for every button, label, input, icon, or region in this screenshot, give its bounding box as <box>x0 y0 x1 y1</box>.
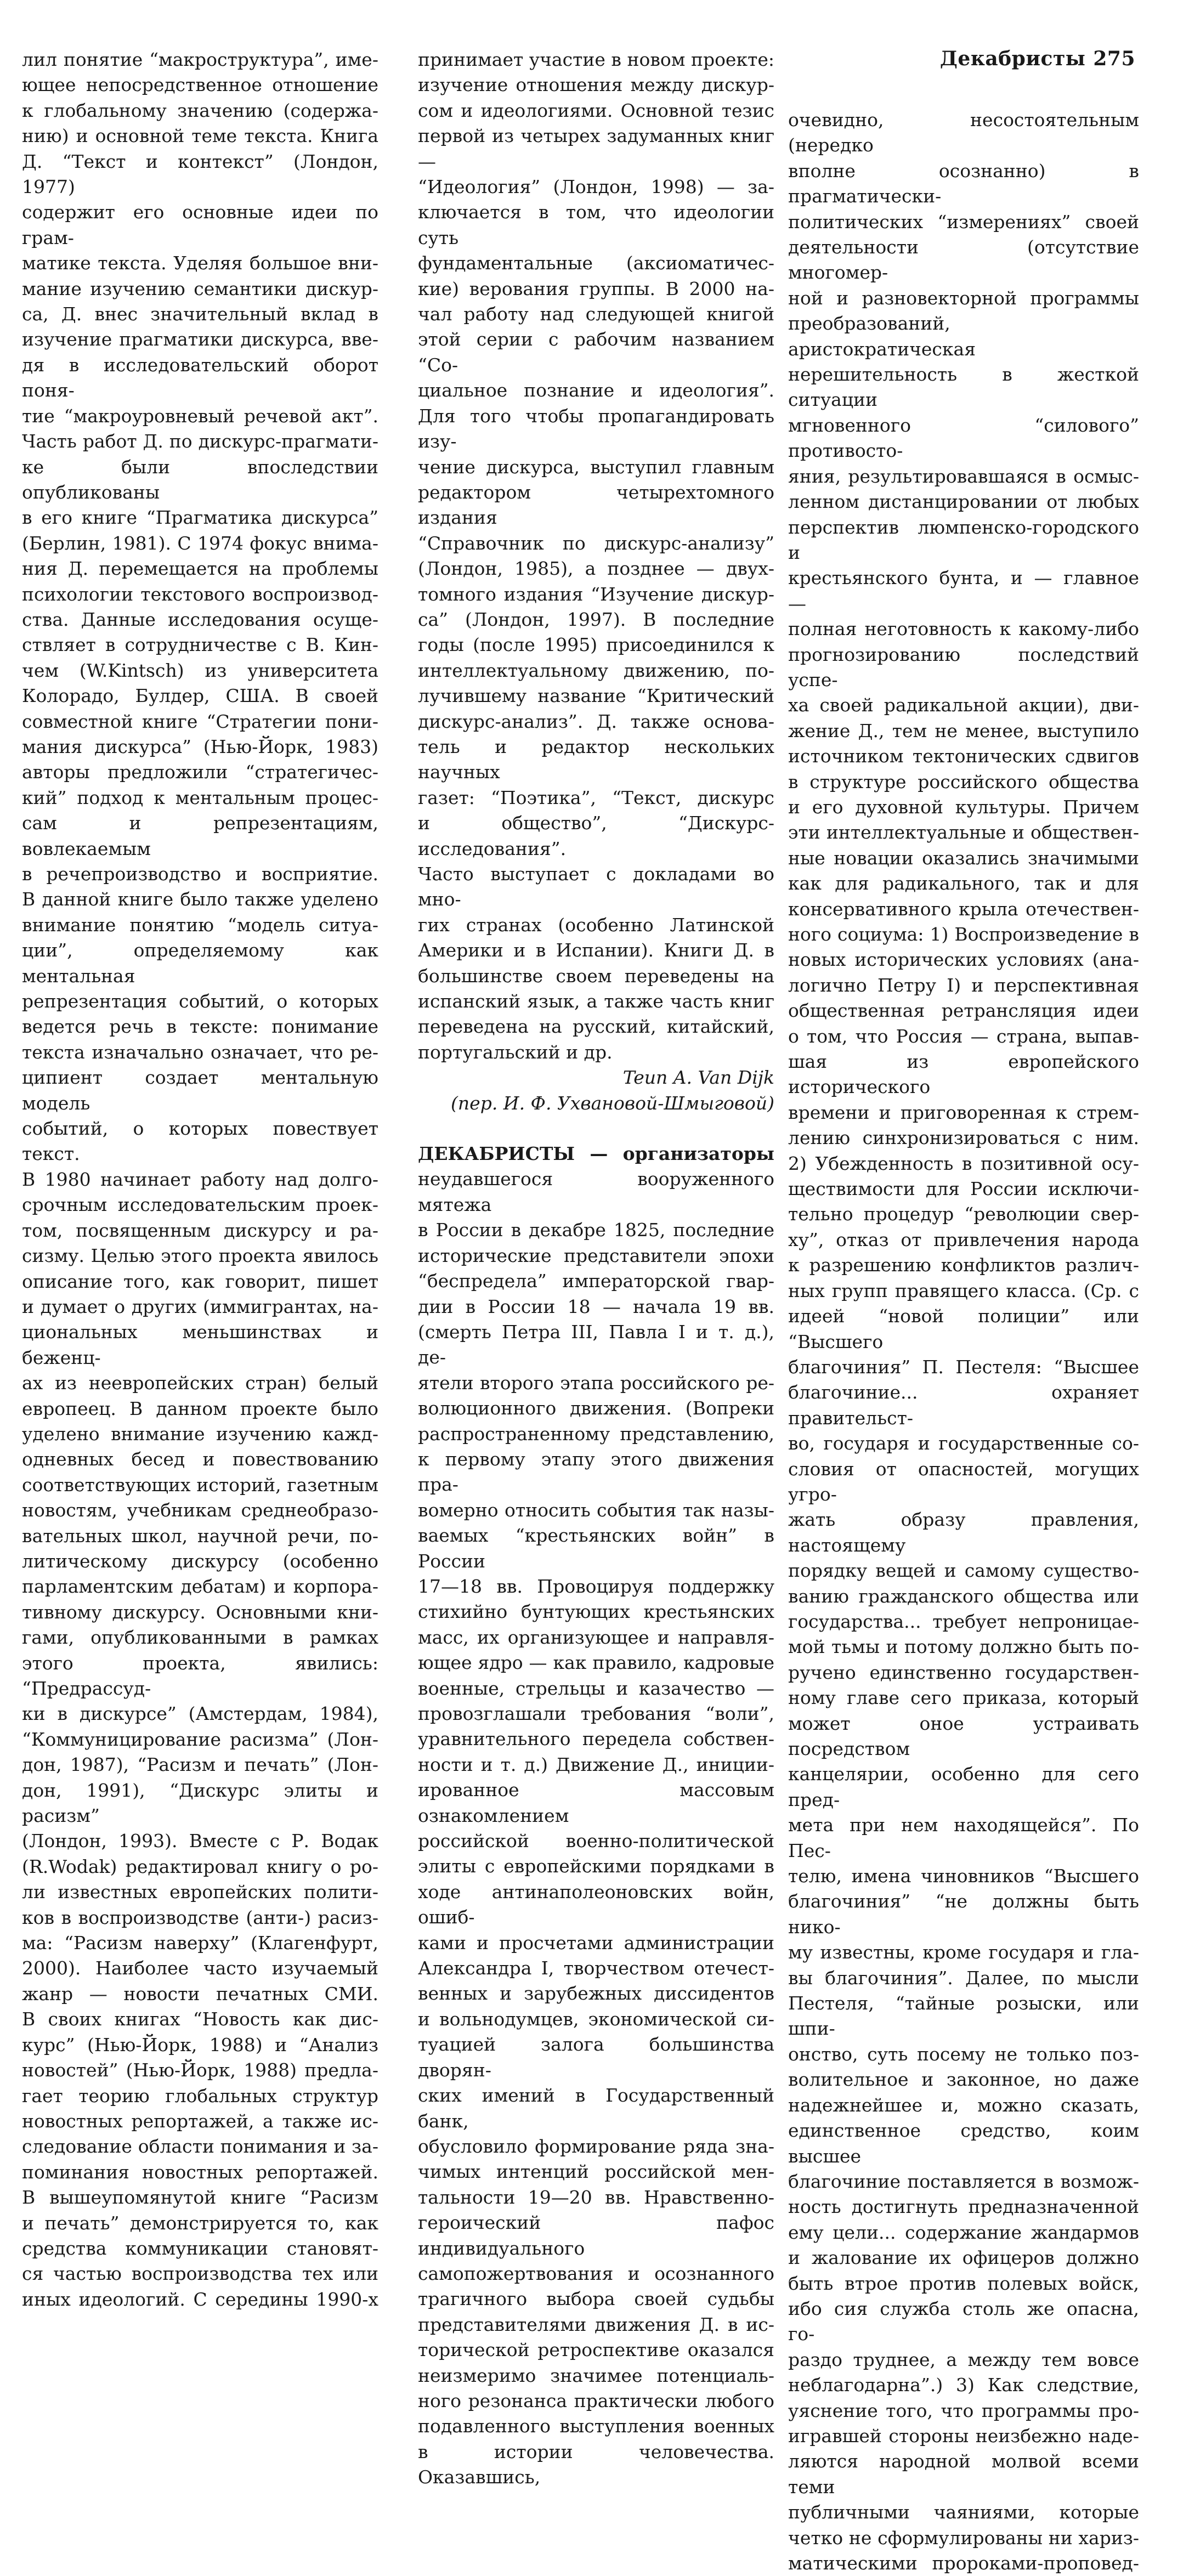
text-line: благочиние поставляется в возмож- <box>788 2170 1139 2192</box>
text-line: следование области понимания и за- <box>22 2136 378 2158</box>
text-line: политических “измерениях” своей <box>788 211 1139 233</box>
text-line: к первому этапу этого движения пра- <box>418 1448 774 1496</box>
text-line: (смерть Петра III, Павла I и т. д.), де- <box>418 1321 774 1368</box>
text-line: ведется речь в тексте: понимание <box>22 1016 378 1038</box>
text-line: Пестеля, “тайные розыски, или шпи- <box>788 1992 1139 2040</box>
text-line: жанр — новости печатных СМИ. <box>22 1983 378 2005</box>
text-line: са” (Лондон, 1997). В последние <box>418 608 774 630</box>
text-line: интеллектуальному движению, по- <box>418 659 774 681</box>
text-line: благочиния” “не должны быть нико- <box>788 1890 1139 1938</box>
text-line: матике текста. Уделяя большое вни- <box>22 252 378 274</box>
text-line: редактором четырехтомного издания <box>418 481 774 529</box>
text-line: этой серии с рабочим названием “Со- <box>418 329 774 376</box>
text-line: жать образу правления, настоящему <box>788 1509 1139 1556</box>
text-line: ибо сия служба столь же опасна, го- <box>788 2297 1139 2345</box>
text-line: в его книге “Прагматика дискурса” <box>22 507 378 529</box>
text-line: Часть работ Д. по дискурс-прагмати- <box>22 431 378 452</box>
text-line: государства... требует непроницае- <box>788 1610 1139 1632</box>
text-line: ющее непосредственное отношение <box>22 74 378 96</box>
text-line: дон, 1987), “Расизм и печать” (Лон- <box>22 1754 378 1776</box>
text-line: ствляет в сотрудничестве с В. Кин- <box>22 634 378 656</box>
text-line: этого проекта, явились: “Предрассуд- <box>22 1652 378 1699</box>
text-line: игравшей стороны неизбежно наде- <box>788 2425 1139 2447</box>
text-line: содержит его основные идеи по грам- <box>22 201 378 248</box>
text-line: неудавшегося вооруженного мятежа <box>418 1168 774 1215</box>
text-line: ятели второго этапа российского ре- <box>418 1372 774 1394</box>
text-line: ков в воспроизводстве (анти-) расиз- <box>22 1906 378 1928</box>
text-line: самопожертвования и осознанного <box>418 2262 774 2284</box>
text-line: В вышеупомянутой книге “Расизм <box>22 2187 378 2209</box>
text-line: ществимости для России исключи- <box>788 1178 1139 1200</box>
text-line: парламентским дебатам) и корпора- <box>22 1576 378 1598</box>
text-line: совместной книге “Стратегии пони- <box>22 710 378 732</box>
text-line: авторы предложили “стратегичес- <box>22 761 378 783</box>
text-line: описание того, как говорит, пишет <box>22 1270 378 1292</box>
text-line: текста изначально означает, что ре- <box>22 1041 378 1063</box>
text-line: как для радикального, так и для <box>788 873 1139 894</box>
text-line: тель и редактор нескольких научных <box>418 735 774 783</box>
text-line: словия от опасностей, могущих угро- <box>788 1458 1139 1505</box>
text-line: переведена на русский, китайский, <box>418 1016 774 1038</box>
text-line: ками и просчетами администрации <box>418 1932 774 1954</box>
text-line: канцелярии, особенно для сего пред- <box>788 1763 1139 1810</box>
text-line: тие “макроуровневый речевой акт”. <box>22 405 378 427</box>
text-line: ли известных европейских полити- <box>22 1881 378 1903</box>
text-line: вы благочиния”. Далее, по мысли <box>788 1967 1139 1989</box>
text-line: новостных репортажей, а также ис- <box>22 2110 378 2132</box>
text-line: военные, стрельцы и казачество — <box>418 1677 774 1699</box>
text-line: масс, их организующее и направля- <box>418 1626 774 1648</box>
text-line: “Справочник по дискурс-анализу” <box>418 532 774 554</box>
text-line: уделено внимание изучению кажд- <box>22 1423 378 1445</box>
text-line: крестьянского бунта, и — главное — <box>788 567 1139 614</box>
text-line: Александра I, творчеством отечест- <box>418 1957 774 1979</box>
text-line: изучение прагматики дискурса, вве- <box>22 329 378 350</box>
text-line: к разрешению конфликтов различ- <box>788 1254 1139 1276</box>
author-signature: Teun A. Van Dijk <box>622 1067 774 1089</box>
text-line: телю, имена чиновников “Высшего <box>788 1865 1139 1887</box>
text-line: (Берлин, 1981). С 1974 фокус внима- <box>22 532 378 554</box>
text-line: венных и зарубежных диссидентов <box>418 1983 774 2005</box>
text-line: чал работу над следующей книгой <box>418 303 774 325</box>
text-line: матическими пророками-проповед- <box>788 2552 1139 2574</box>
text-line: российской военно-политической <box>418 1830 774 1852</box>
text-line: принимает участие в новом проекте: <box>418 49 774 70</box>
translator-credit: (пер. И. Ф. Ухвановой-Шмыговой) <box>451 1092 774 1114</box>
text-line: и его духовной культуры. Причем <box>788 796 1139 818</box>
text-line: очевидно, несостоятельным (нередко <box>788 109 1139 156</box>
text-line: ся частью воспроизводства тех или <box>22 2263 378 2285</box>
text-line: распространенному представлению, <box>418 1423 774 1445</box>
text-line: В данной книге было также уделено <box>22 888 378 910</box>
text-line: внимание понятию “модель ситуа- <box>22 914 378 936</box>
text-line: лению синхронизироваться с ним. <box>788 1127 1139 1149</box>
text-line: новых исторических условиях (ана- <box>788 949 1139 971</box>
text-line: иных идеологий. С середины 1990-х <box>22 2288 378 2310</box>
entry-first-line <box>418 1141 774 1167</box>
text-line: надежнейшее и, можно сказать, <box>788 2094 1139 2116</box>
text-line: гами, опубликованными в рамках <box>22 1627 378 1649</box>
text-line: логично Петру I) и перспективная <box>788 974 1139 996</box>
text-line: са, Д. внес значительный вклад в <box>22 303 378 325</box>
text-line: вполне осознанно) в прагматически- <box>788 160 1139 207</box>
text-line: мета при нем находящейся”. По Пес- <box>788 1814 1139 1861</box>
text-line: европеец. В данном проекте было <box>22 1397 378 1419</box>
text-line: ха своей радикальной акции), дви- <box>788 694 1139 716</box>
text-line: поминания новостных репортажей. <box>22 2161 378 2183</box>
text-line: циальное познание и идеология”. <box>418 380 774 401</box>
entry-first-line-text: — организаторы <box>575 1143 774 1165</box>
text-line: идеей “новой полиции” или “Высшего <box>788 1305 1139 1352</box>
text-line: изучение отношения между дискур- <box>418 74 774 96</box>
text-line: общественная ретрансляция идеи <box>788 1000 1139 1022</box>
text-line: мгновенного “силового” противосто- <box>788 414 1139 462</box>
text-line: героический пафос индивидуального <box>418 2212 774 2259</box>
text-line: волюционного движения. (Вопреки <box>418 1397 774 1419</box>
text-line: годы (после 1995) присоединился к <box>418 634 774 656</box>
text-line: ему цели... содержание жандармов <box>788 2221 1139 2243</box>
text-line: Америки и в Испании). Книги Д. в <box>418 939 774 961</box>
text-line: консервативного крыла отечествен- <box>788 898 1139 920</box>
text-line: португальский и др. <box>418 1041 613 1063</box>
text-line: тальности 19—20 вв. Нравственно- <box>418 2186 774 2208</box>
text-line: срочным исследовательским проек- <box>22 1194 378 1216</box>
text-line: деятельности (отсутствие многомер- <box>788 236 1139 284</box>
text-line: курс” (Нью-Йорк, 1988) и “Анализ <box>22 2034 378 2056</box>
text-line: тельно процедур “революции свер- <box>788 1203 1139 1225</box>
text-line: В 1980 начинает работу над долго- <box>22 1168 378 1190</box>
text-line: вомерно относить события так назы- <box>418 1499 774 1521</box>
text-line: яния, результировавшаяся в осмыс- <box>788 465 1139 487</box>
running-header-title: Декабристы <box>939 47 1086 70</box>
text-line: элиты с европейскими порядками в <box>418 1855 774 1877</box>
text-line: ах из неевропейских стран) белый <box>22 1372 378 1394</box>
text-line: и вольнодумцев, экономической си- <box>418 2008 774 2030</box>
text-line: и общество”, “Дискурс-исследования”. <box>418 812 774 859</box>
text-line: “беспредела” императорской гвар- <box>418 1270 774 1292</box>
text-line: ющее ядро — как правило, кадровые <box>418 1652 774 1674</box>
entry-body <box>418 1167 774 2490</box>
text-line: в структуре российского общества <box>788 771 1139 792</box>
text-line: исторические представители эпохи <box>418 1244 774 1266</box>
text-line: прогнозированию последствий успе- <box>788 643 1139 690</box>
text-line: к глобальному значению (содержа- <box>22 99 378 121</box>
text-line: ма: “Расизм наверху” (Клагенфурт, <box>22 1932 378 1954</box>
text-line: благочиние... охраняет правительст- <box>788 1382 1139 1429</box>
text-line: вательных школ, научной речи, по- <box>22 1525 378 1547</box>
text-line: соответствующих историй, газетным <box>22 1474 378 1496</box>
text-line: сизму. Целью этого проекта явилось <box>22 1245 378 1267</box>
text-line: (R.Wodak) редактировал книгу о ро- <box>22 1855 378 1877</box>
text-line: Д. “Текст и контекст” (Лондон, 1977) <box>22 150 378 198</box>
text-line: шая из европейского исторического <box>788 1051 1139 1098</box>
text-line: томного издания “Изучение дискур- <box>418 583 774 605</box>
text-line: В своих книгах “Новость как дис- <box>22 2008 378 2030</box>
text-line: ваемых “крестьянских войн” в России <box>418 1525 774 1572</box>
text-line: ключается в том, что идеологии суть <box>418 201 774 248</box>
text-line: событий, о которых повествует текст. <box>22 1118 378 1165</box>
text-line: Часто выступает с докладами во мно- <box>418 863 774 910</box>
text-line: ки в дискурсе” (Амстердам, 1984), <box>22 1703 378 1725</box>
text-line: ху”, отказ от привлечения народа <box>788 1228 1139 1250</box>
text-line: ность достигнуть предназначенной <box>788 2196 1139 2218</box>
entry-separator <box>418 1116 774 1141</box>
text-line: ного резонанса практически любого <box>418 2390 774 2411</box>
text-line: порядку вещей и самому существо- <box>788 1560 1139 1582</box>
text-line: одневных бесед и повествованию <box>22 1448 378 1470</box>
text-line: ских имений в Государственный банк, <box>418 2085 774 2132</box>
text-line: времени и приговоренная к стрем- <box>788 1101 1139 1123</box>
text-line: представителями движения Д. в ис- <box>418 2313 774 2335</box>
text-line: ходе антинаполеоновских войн, ошиб- <box>418 1881 774 1928</box>
text-line: провозглашали требования “воли”, <box>418 1703 774 1724</box>
text-line: гает теорию глобальных структур <box>22 2085 378 2107</box>
text-line: о том, что Россия — страна, выпав- <box>788 1025 1139 1047</box>
text-line: уравнительного передела собствен- <box>418 1728 774 1750</box>
text-line: лучившему название “Критический <box>418 685 774 707</box>
page-number: 275 <box>1093 47 1135 70</box>
text-line: в России в декабре 1825, последние <box>418 1219 774 1241</box>
text-line: нерешительность в жесткой ситуации <box>788 364 1139 411</box>
text-line: 2) Убежденность в позитивной осу- <box>788 1152 1139 1174</box>
text-line: неизмеримо значимее потенциаль- <box>418 2364 774 2386</box>
text-line: нию) и основной теме текста. Книга <box>22 125 378 147</box>
running-header <box>940 47 1135 70</box>
text-line: быть втрое против полевых войск, <box>788 2272 1139 2294</box>
text-line: фундаментальные (аксиоматичес- <box>418 252 774 274</box>
text-line: полная неготовность к какому-либо <box>788 618 1139 640</box>
text-line: ному главе сего приказа, который <box>788 1687 1139 1709</box>
text-line: 2000). Наиболее часто изучаемый <box>22 1957 378 1979</box>
text-line: может оное устраивать посредством <box>788 1712 1139 1759</box>
text-line: 17—18 вв. Провоцируя поддержку <box>418 1575 774 1597</box>
text-line: мания дискурса” (Нью-Йорк, 1983) <box>22 735 378 757</box>
text-line: Колорадо, Булдер, США. В своей <box>22 685 378 707</box>
text-line: уяснение того, что программы про- <box>788 2399 1139 2421</box>
text-line: новостей” (Нью-Йорк, 1988) предла- <box>22 2059 378 2081</box>
text-line: благочиния” П. Пестеля: “Высшее <box>788 1356 1139 1378</box>
text-line: чем (W.Kintsch) из университета <box>22 659 378 681</box>
text-line: испанский язык, а также часть книг <box>418 990 774 1012</box>
text-line: единственное средство, коим высшее <box>788 2120 1139 2167</box>
text-line: кие) верования группы. В 2000 на- <box>418 278 774 299</box>
text-line: перспектив люмпенско-городского и <box>788 516 1139 563</box>
text-line: торической ретроспективе оказался <box>418 2339 774 2361</box>
text-line: преобразований, аристократическая <box>788 313 976 360</box>
text-line: Для того чтобы пропагандировать изу- <box>418 405 774 452</box>
text-line: ства. Данные исследования осуще- <box>22 608 378 630</box>
text-line: ципиент создает ментальную модель <box>22 1067 378 1114</box>
article-continuation <box>418 47 774 1065</box>
text-line: ные новации оказались значимыми <box>788 847 1139 869</box>
text-line: мание изучению семантики дискур- <box>22 278 378 299</box>
text-line: волительное и законное, но даже <box>788 2069 1139 2091</box>
text-line: ния Д. перемещается на проблемы <box>22 558 378 580</box>
text-line: в истории человечества. Оказавшись, <box>418 2441 774 2488</box>
text-line: ке были впоследствии опубликованы <box>22 456 378 503</box>
text-line: источником тектонических сдвигов <box>788 745 1139 767</box>
text-line: ванию гражданского общества или <box>788 1585 1139 1607</box>
text-line: большинстве своем переведены на <box>418 965 774 987</box>
text-line: чение дискурса, выступил главным <box>418 456 774 478</box>
text-line: неблагодарна”.) 3) Как следствие, <box>788 2374 1139 2396</box>
text-line: во, государя и государственные со- <box>788 1433 1139 1454</box>
text-line: стихийно бунтующих крестьянских <box>418 1601 774 1623</box>
text-line: циональных меньшинствах и беженц- <box>22 1321 378 1368</box>
text-line: четко не сформулированы ни хариз- <box>788 2527 1139 2549</box>
text-line: гих странах (особенно Латинской <box>418 914 774 936</box>
text-line: ности и т. д.) Движение Д., иниции- <box>418 1753 774 1775</box>
text-line: (Лондон, 1993). Вместе с Р. Водак <box>22 1830 378 1852</box>
text-line: сом и идеологиями. Основной тезис <box>418 99 774 121</box>
text-line: публичными чаяниями, которые <box>788 2501 1139 2523</box>
text-column-right <box>788 107 1139 2576</box>
text-line: литическому дискурсу (особенно <box>22 1550 378 1572</box>
text-column-left <box>22 47 378 2312</box>
text-line: и думает о других (иммигрантах, на- <box>22 1295 378 1317</box>
text-line: ной и разновекторной программы <box>788 287 1139 309</box>
text-line: дискурс-анализ”. Д. также основа- <box>418 710 774 732</box>
text-line: (Лондон, 1985), а позднее — двух- <box>418 558 774 580</box>
text-line: ручено единственно государствен- <box>788 1661 1139 1683</box>
text-line: раздо труднее, а между тем вовсе <box>788 2348 1139 2370</box>
text-line: жение Д., тем не менее, выступило <box>788 720 1139 741</box>
text-line: подавленного выступления военных <box>418 2415 774 2437</box>
text-line: ляются народной молвой всеми теми <box>788 2450 1139 2498</box>
text-line: репрезентация событий, о которых <box>22 990 378 1012</box>
text-line: и печать” демонстрируется то, как <box>22 2212 378 2234</box>
text-line: психологии текстового воспроизвод- <box>22 583 378 605</box>
text-line: мой тьмы и потому должно быть по- <box>788 1636 1139 1658</box>
text-line: “Идеология” (Лондон, 1998) — за- <box>418 176 774 198</box>
text-line: дя в исследовательский оборот поня- <box>22 354 378 401</box>
text-line: чимых интенций российской мен- <box>418 2161 774 2183</box>
text-line: тивному дискурсу. Основными кни- <box>22 1601 378 1623</box>
text-line: ированное массовым ознакомлением <box>418 1779 774 1826</box>
text-line: лил понятие “макроструктура”, име- <box>22 49 378 70</box>
text-line: газет: “Поэтика”, “Текст, дискурс <box>418 786 774 808</box>
text-line: средства коммуникации становят- <box>22 2237 378 2259</box>
text-line: ных групп правящего класса. (Ср. с <box>788 1279 1139 1301</box>
text-line: дии в России 18 — начала 19 вв. <box>418 1295 774 1317</box>
text-line: и жалование их офицеров должно <box>788 2247 1139 2269</box>
text-line: том, посвященным дискурсу и ра- <box>22 1219 378 1241</box>
text-line: ного социума: 1) Воспроизведение в <box>788 924 1139 945</box>
text-line: дон, 1991), “Дискурс элиты и расизм” <box>22 1779 378 1827</box>
text-line: трагичного выбора своей судьбы <box>418 2288 774 2310</box>
text-column-middle <box>418 47 774 2490</box>
entry-headword: ДЕКАБРИСТЫ <box>418 1143 575 1165</box>
text-line: онство, суть посему не только поз- <box>788 2043 1139 2065</box>
text-line: туацией залога большинства дворян- <box>418 2034 774 2081</box>
text-line: “Коммуницирование расизма” (Лон- <box>22 1728 378 1750</box>
text-line: первой из четырех задуманных книг — <box>418 125 774 172</box>
text-line: му известны, кроме государя и гла- <box>788 1941 1139 1963</box>
text-line: новостям, учебникам среднеобразо- <box>22 1499 378 1521</box>
text-line: эти интеллектуальные и обществен- <box>788 822 1139 843</box>
text-line: ленном дистанцировании от любых <box>788 491 1139 513</box>
text-line: кий” подход к ментальным процес- <box>22 786 378 808</box>
text-line: обусловило формирование ряда зна- <box>418 2135 774 2157</box>
text-line: в речепроизводство и восприятие. <box>22 863 378 885</box>
text-line: ции”, определяемому как ментальная <box>22 939 378 987</box>
text-line: сам и репрезентациям, вовлекаемым <box>22 812 378 859</box>
